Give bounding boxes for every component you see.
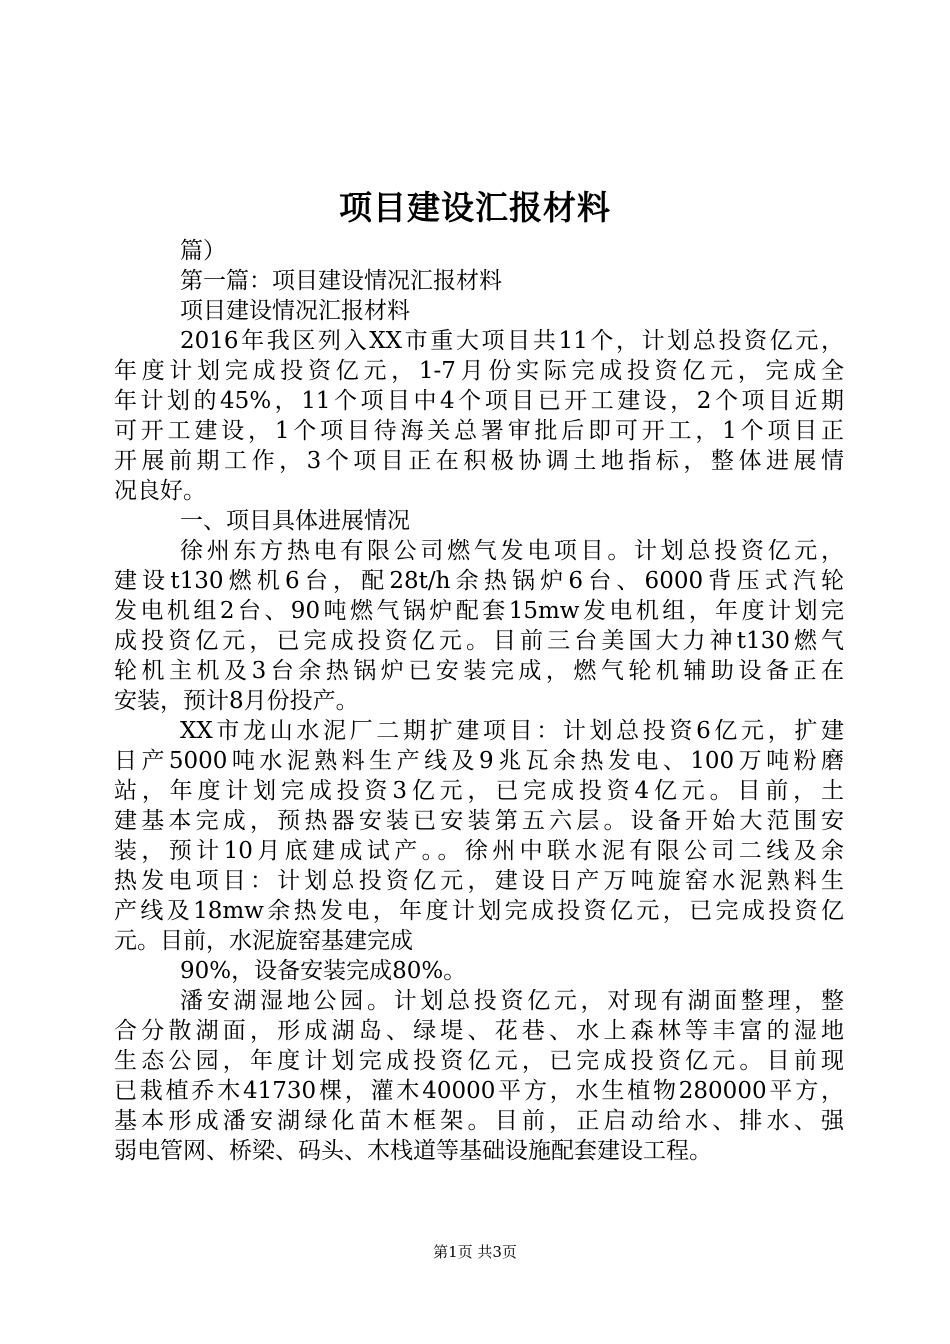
text-line: 可开工建设，1个项目待海关总署审批后即可开工，1个项目正 (114, 418, 844, 444)
text-line: 2016年我区列入XX市重大项目共11个，计划总投资亿元， (180, 328, 844, 354)
text-line: 产线及18mw余热发电，年度计划完成投资亿元，已完成投资亿 (114, 898, 844, 924)
text-line: 元。目前，水泥旋窑基建完成 (114, 928, 413, 954)
text-line: 90%，设备安装完成80%。 (180, 958, 467, 984)
text-line: 发电机组2台、90吨燃气锅炉配套15mw发电机组，年度计划完 (114, 598, 844, 624)
text-line: 况良好。 (114, 478, 206, 504)
text-line: 弱电管网、桥梁、码头、木栈道等基础设施配套建设工程。 (114, 1138, 712, 1164)
text-line: 建设t130燃机6台，配28t/h余热锅炉6台、6000背压式汽轮 (114, 568, 844, 594)
document-title: 项目建设汇报材料 (339, 188, 611, 227)
text-line: 徐州东方热电有限公司燃气发电项目。计划总投资亿元， (180, 538, 844, 564)
text-line: 建基本完成，预热器安装已安装第五六层。设备开始大范围安 (114, 808, 844, 834)
text-line: 轮机主机及3台余热锅炉已安装完成，燃气轮机辅助设备正在 (114, 658, 844, 684)
text-line: 基本形成潘安湖绿化苗木框架。目前，正启动给水、排水、强 (114, 1108, 844, 1134)
text-line: 第一篇：项目建设情况汇报材料 (180, 268, 502, 294)
text-line: 篇） (180, 238, 226, 264)
text-line: 站，年度计划完成投资3亿元，已完成投资4亿元。目前，土 (114, 778, 844, 804)
text-line: 日产5000吨水泥熟料生产线及9兆瓦余热发电、100万吨粉磨 (114, 748, 844, 774)
text-line: 开展前期工作，3个项目正在积极协调土地指标，整体进展情 (114, 448, 844, 474)
text-line: 项目建设情况汇报材料 (180, 298, 410, 324)
text-line: 安装，预计8月份投产。 (114, 688, 359, 714)
page-footer: 第1页 共3页 (433, 1243, 517, 1261)
text-line: 合分散湖面，形成湖岛、绿堤、花巷、水上森林等丰富的湿地 (114, 1018, 844, 1044)
text-line: 年度计划完成投资亿元，1-7月份实际完成投资亿元，完成全 (114, 358, 844, 384)
text-line: 成投资亿元，已完成投资亿元。目前三台美国大力神t130燃气 (114, 628, 844, 654)
text-line: 生态公园，年度计划完成投资亿元，已完成投资亿元。目前现 (114, 1048, 844, 1074)
text-line: 潘安湖湿地公园。计划总投资亿元，对现有湖面整理，整 (180, 988, 844, 1014)
text-line: 热发电项目：计划总投资亿元，建设日产万吨旋窑水泥熟料生 (114, 868, 844, 894)
document-body (114, 236, 844, 1166)
text-line: 年计划的45%，11个项目中4个项目已开工建设，2个项目近期 (114, 388, 844, 414)
text-line: XX市龙山水泥厂二期扩建项目：计划总投资6亿元，扩建 (180, 718, 844, 744)
text-line: 装，预计10月底建成试产。。徐州中联水泥有限公司二线及余 (114, 838, 844, 864)
text-line: 已栽植乔木41730棵，灌木40000平方，水生植物280000平方， (114, 1078, 844, 1104)
text-line: 一、项目具体进展情况 (180, 508, 410, 534)
